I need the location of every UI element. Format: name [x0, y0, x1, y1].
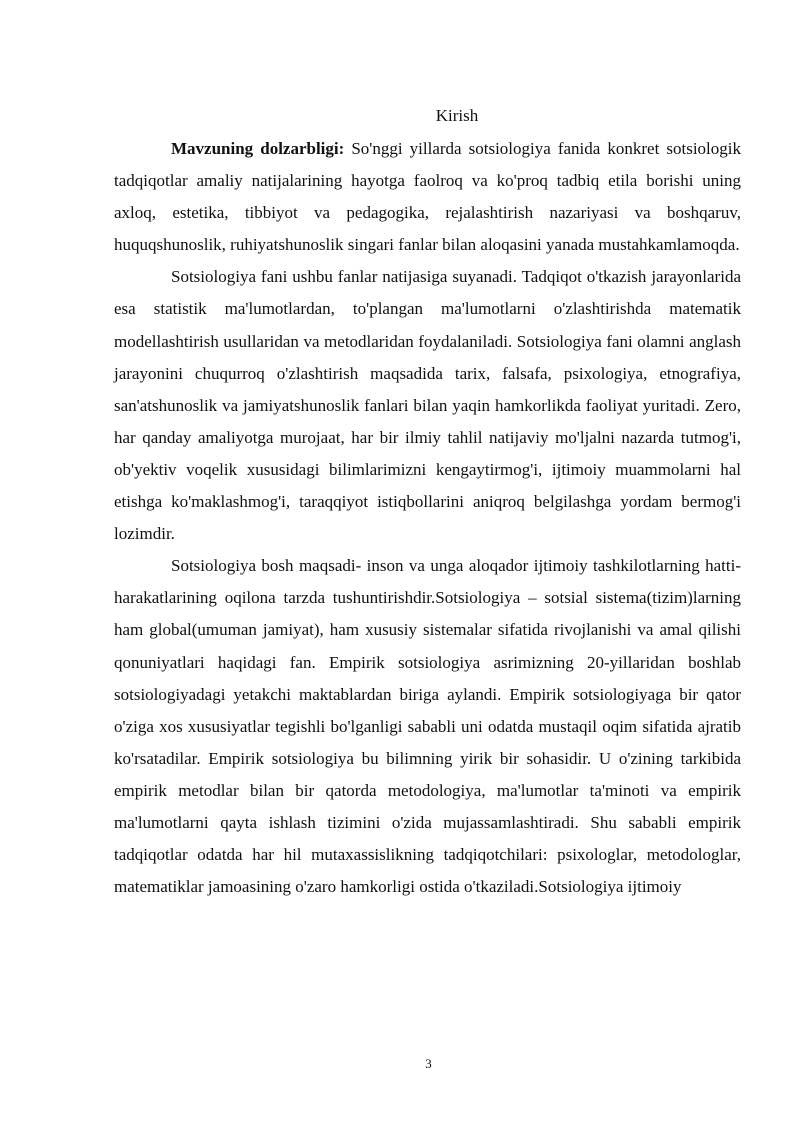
page-number: 3	[425, 1056, 432, 1071]
paragraph-sociology-methods	[114, 261, 741, 550]
document-title: Kirish	[435, 106, 479, 125]
paragraph-text: Sotsiologiya bosh maqsadi- inson va unga aloqador ijtimoiy tashkilotlarning hatti-harakatlarining oqilona tarzda tushuntirishdir.Sotsiologiya – sotsial sistema(tizim)larning ham global(umuman jamiyat), ham xususiy sistemalar sifatida rivojlanishi va amal qilishi qonuniyatlari haqidagi fan. Empirik sotsiologiya asrimizning 20-yillaridan boshlab sotsiologiyadagi yetakchi maktablardan biriga aylandi. Empirik sotsiologiyaga bir qator o'ziga xos xususiyatlar tegishli bo'lganligi sababli uni odatda mustaqil oqim sifatida ajratib ko'rsatadilar. Empirik sotsiologiya bu bilimning yirik bir sohasidir. U o'zining tarkibida empirik metodlar bilan bir qatorda metodologiya, ma'lumotlar ta'minoti va empirik ma'lumotlarni qayta ishlash tizimini o'zida mujassamlashtiradi. Shu sababli empirik tadqiqotlar odatda har hil mutaxassislikning tadqiqotchilari: psixologlar, metodologlar, matematiklar jamoasining o'zaro hamkorligi ostida o'tkaziladi.Sotsiologiya ijtimoiy	[114, 556, 741, 897]
paragraph-relevance	[114, 133, 741, 261]
paragraph-text: So'nggi yillarda sotsiologiya fanida konkret sotsiologik tadqiqotlar amaliy natijalarining hayotga faolroq va ko'proq tadbiq etila borishi uning axloq, estetika, tibbiyot va pedagogika, rejalashtirish nazariyasi va boshqaruv, huquqshunoslik, ruhiyatshunoslik singari fanlar bilan aloqasini yanada mustahkamlamoqda.	[114, 139, 741, 255]
document-body	[114, 133, 741, 903]
paragraph-sociology-aim	[114, 550, 741, 903]
paragraph-lead: Mavzuning dolzarbligi:	[171, 139, 345, 158]
paragraph-text: Sotsiologiya fani ushbu fanlar natijasiga suyanadi. Tadqiqot o'tkazish jarayonlarida esa statistik ma'lumotlardan, to'plangan ma'lumotlarni o'zlashtirishda matematik modellashtirish usullaridan va metodlaridan foydalaniladi. Sotsiologiya fani olamni anglash jarayonini chuqurroq o'zlashtirish maqsadida tarix, falsafa, psixologiya, etnografiya, san'atshunoslik va jamiyatshunoslik fanlari bilan yaqin hamkorlikda faoliyat yuritadi. Zero, har qanday amaliyotga murojaat, har bir ilmiy tahlil natijaviy mo'ljalni nazarda tutmog'i, ob'yektiv voqelik xususidagi bilimlarimizni kengaytirmog'i, ijtimoiy muammolarni hal etishga ko'maklashmog'i, taraqqiyot istiqbollarini aniqroq belgilashga yordam bermog'i lozimdir.	[114, 267, 741, 544]
